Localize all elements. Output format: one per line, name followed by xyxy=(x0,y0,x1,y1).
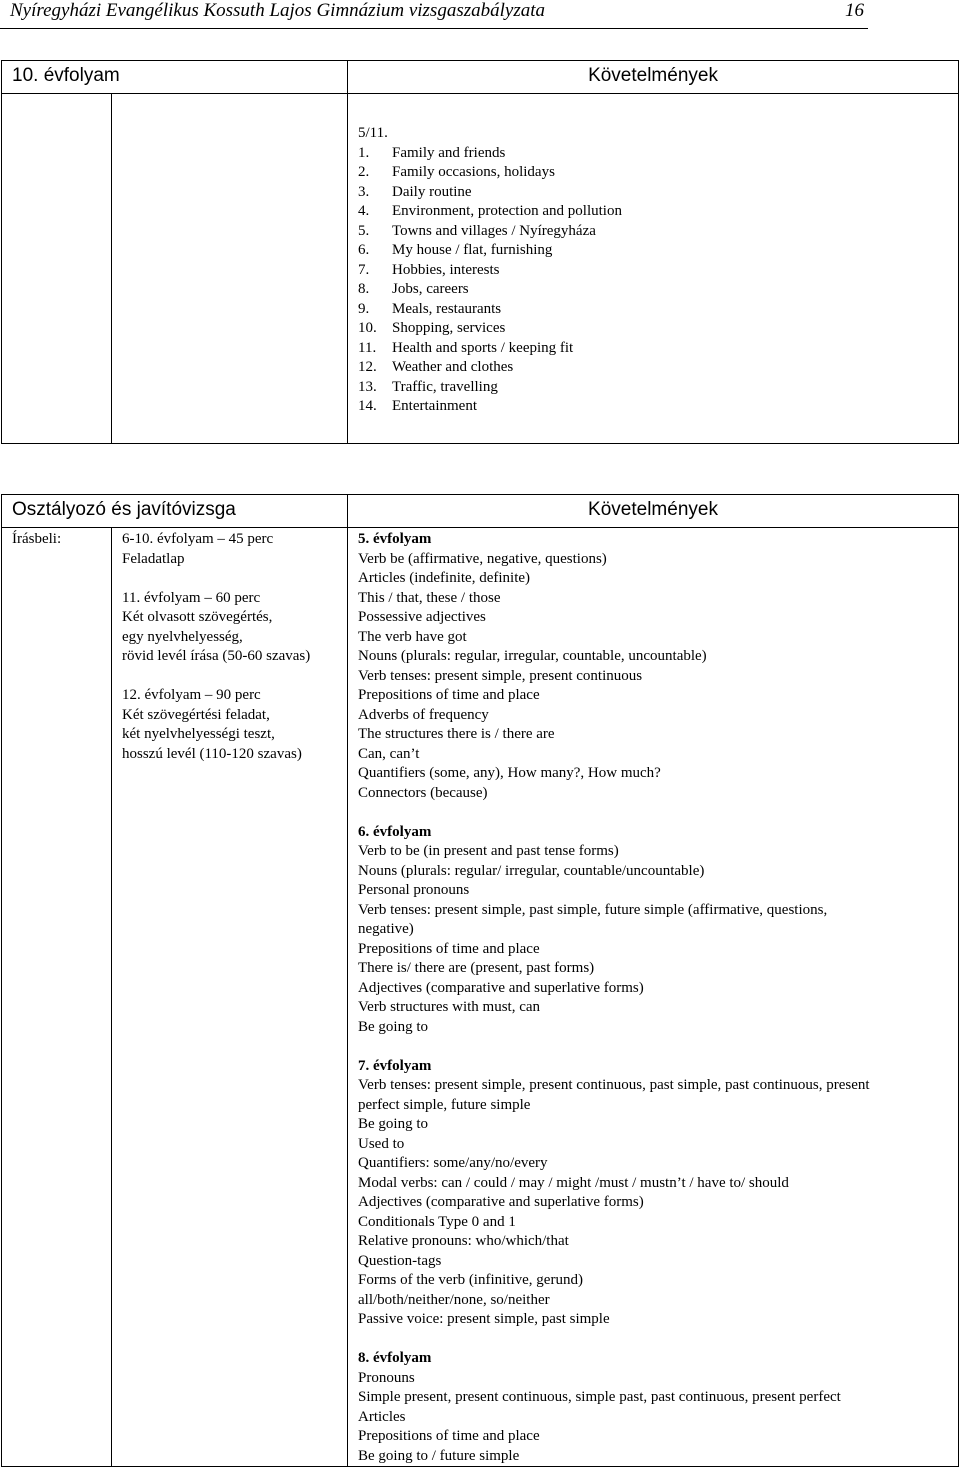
topic-text: Hobbies, interests xyxy=(392,261,500,278)
requirement-line: Be going to xyxy=(358,1018,428,1035)
exam-section-line: Feladatlap xyxy=(122,550,185,567)
requirement-line: Forms of the verb (infinitive, gerund) xyxy=(358,1272,583,1288)
requirements-heading-cell xyxy=(348,495,959,528)
topic-number: 8. xyxy=(358,281,370,297)
requirement-line: The verb have got xyxy=(358,628,467,645)
grade-10-table xyxy=(1,60,959,444)
topic-item xyxy=(358,339,958,359)
requirement-line: Adverbs of frequency xyxy=(358,706,489,723)
exam-grade: 11. évfolyam xyxy=(122,589,201,606)
topic-text: Towns and villages / Nyíregyháza xyxy=(392,222,596,239)
topic-text: Shopping, services xyxy=(392,320,506,336)
requirement-line: This / that, these / those xyxy=(358,589,501,606)
requirement-line: Verb tenses: present simple, past simple, future simple (affirmative, questions, xyxy=(358,901,828,918)
topic-number: 14. xyxy=(358,398,377,414)
requirement-line: Passive voice: present simple, past simple xyxy=(358,1311,610,1327)
grade-heading-cell xyxy=(2,61,348,94)
page-number: 16 xyxy=(845,0,864,21)
separator: – xyxy=(200,589,216,606)
requirement-grade-heading: 7. évfolyam xyxy=(358,1057,432,1074)
exam-table xyxy=(1,494,959,1467)
requirement-line: There is/ there are (present, past forms) xyxy=(358,960,595,976)
written-label-cell xyxy=(2,528,112,1467)
requirement-line: Connectors (because) xyxy=(358,784,488,801)
exam-grade: 12. évfolyam xyxy=(122,687,202,703)
exam-section-heading xyxy=(122,530,347,550)
exam-section-heading xyxy=(122,589,347,609)
separator: – xyxy=(201,687,217,703)
exam-time: 90 perc xyxy=(216,687,261,703)
exam-section-line: hosszú levél (110-120 szavas) xyxy=(122,745,302,762)
page-header xyxy=(0,0,868,29)
requirement-line: Verb to be (in present and past tense forms) xyxy=(358,843,619,859)
exam-sections-cell xyxy=(112,528,348,1467)
topic-item xyxy=(358,300,958,320)
requirement-line: Adjectives (comparative and superlative forms) xyxy=(358,1194,644,1210)
topic-number: 6. xyxy=(358,242,370,258)
requirement-line: Possessive adjectives xyxy=(358,609,486,625)
requirement-line: negative) xyxy=(358,921,414,937)
requirement-grade-heading: 6. évfolyam xyxy=(358,823,432,840)
separator: – xyxy=(213,531,229,547)
topic-number: 1. xyxy=(358,144,370,161)
requirement-line: perfect simple, future simple xyxy=(358,1096,531,1113)
exam-time: 45 perc xyxy=(228,531,274,547)
requirement-line: all/both/neither/none, so/neither xyxy=(358,1291,550,1308)
requirement-line: Nouns (plurals: regular, irregular, countable, uncountable) xyxy=(358,648,707,664)
topic-number: 9. xyxy=(358,300,370,317)
requirement-line: Verb structures with must, can xyxy=(358,999,541,1015)
topic-item xyxy=(358,280,958,300)
requirement-line: Quantifiers: some/any/no/every xyxy=(358,1155,548,1171)
requirement-line: Be going to xyxy=(358,1116,428,1132)
topic-text: Family and friends xyxy=(392,144,506,161)
requirement-line: Pronouns xyxy=(358,1369,415,1386)
topic-number: 7. xyxy=(358,261,370,278)
requirement-line: Articles (indefinite, definite) xyxy=(358,570,531,586)
topics-subheading: 5/11. xyxy=(358,125,388,141)
exam-grade: 6-10. évfolyam xyxy=(122,531,214,547)
requirements-heading: Követelmények xyxy=(588,499,718,520)
topic-text: Jobs, careers xyxy=(392,281,469,297)
topic-text: Weather and clothes xyxy=(392,359,514,375)
requirement-line: Can, can’t xyxy=(358,745,420,762)
requirement-line: Used to xyxy=(358,1135,405,1152)
document-title: Nyíregyházi Evangélikus Kossuth Lajos Gimnázium vizsgaszabályzata xyxy=(10,0,545,21)
exam-section-line: egy nyelvhelyesség, xyxy=(122,628,243,645)
exam-heading: Osztályozó és javítóvizsga xyxy=(12,499,236,520)
topic-number: 13. xyxy=(358,378,377,395)
topic-number: 2. xyxy=(358,164,370,180)
topic-list xyxy=(358,144,958,417)
topic-item xyxy=(358,144,958,164)
topic-text: Environment, protection and pollution xyxy=(392,203,622,219)
requirement-line: Verb be (affirmative, negative, questions) xyxy=(358,550,607,567)
requirement-line: Personal pronouns xyxy=(358,882,470,898)
written-label: Írásbeli: xyxy=(12,531,62,547)
topic-text: Meals, restaurants xyxy=(392,300,502,317)
topic-text: Traffic, travelling xyxy=(392,378,498,395)
requirement-line: Articles xyxy=(358,1408,406,1425)
topic-number: 12. xyxy=(358,359,377,375)
requirement-line: Prepositions of time and place xyxy=(358,687,540,703)
topic-item xyxy=(358,378,958,398)
requirement-line: The structures there is / there are xyxy=(358,726,555,742)
topic-item xyxy=(358,397,958,417)
topic-number: 5. xyxy=(358,222,370,239)
topic-text: Family occasions, holidays xyxy=(392,164,555,180)
topic-text: Health and sports / keeping fit xyxy=(392,339,574,356)
requirement-line: Nouns (plurals: regular/ irregular, countable/uncountable) xyxy=(358,862,705,879)
topic-item xyxy=(358,163,958,183)
requirement-line: Question-tags xyxy=(358,1252,442,1269)
empty-cell xyxy=(112,94,348,444)
requirement-line: Simple present, present continuous, simple past, past continuous, present perfect xyxy=(358,1389,841,1405)
grade-requirements-cell xyxy=(348,528,959,1467)
topic-text: Daily routine xyxy=(392,183,472,200)
exam-section-line: rövid levél írása (50-60 szavas) xyxy=(122,648,311,664)
exam-section-line: két nyelvhelyességi teszt, xyxy=(122,726,275,742)
topic-text: My house / flat, furnishing xyxy=(392,242,553,258)
topic-item xyxy=(358,319,958,339)
exam-section-line: Két szövegértési feladat, xyxy=(122,706,270,723)
requirement-line: Verb tenses: present simple, present continuous, past simple, past continuous, present xyxy=(358,1077,870,1093)
topic-number: 3. xyxy=(358,183,370,200)
requirement-line: Verb tenses: present simple, present continuous xyxy=(358,667,643,684)
requirement-line: Prepositions of time and place xyxy=(358,940,540,957)
requirement-grade-heading: 5. évfolyam xyxy=(358,531,432,547)
topic-item xyxy=(358,261,958,281)
topics-cell xyxy=(348,94,959,444)
topic-number: 4. xyxy=(358,203,370,219)
topic-number: 11. xyxy=(358,339,377,356)
empty-cell xyxy=(2,94,112,444)
requirements-heading-cell xyxy=(348,61,959,94)
requirement-line: Be going to / future simple xyxy=(358,1447,520,1464)
exam-section-heading xyxy=(122,686,347,706)
exam-time: 60 perc xyxy=(215,589,261,606)
topic-item xyxy=(358,241,958,261)
exam-heading-cell xyxy=(2,495,348,528)
exam-section-line: Két olvasott szövegértés, xyxy=(122,609,273,625)
grade-requirements xyxy=(358,530,958,1466)
exam-sections xyxy=(122,530,347,764)
requirement-line: Modal verbs: can / could / may / might /must / mustn’t / have to/ should xyxy=(358,1174,789,1191)
requirements-heading: Követelmények xyxy=(588,65,718,86)
topic-text: Entertainment xyxy=(392,398,477,414)
topic-item xyxy=(358,202,958,222)
requirement-line: Relative pronouns: who/which/that xyxy=(358,1233,569,1249)
topic-number: 10. xyxy=(358,320,377,336)
grade-heading: 10. évfolyam xyxy=(12,65,120,86)
topic-item xyxy=(358,222,958,242)
requirement-line: Prepositions of time and place xyxy=(358,1428,540,1444)
topic-item xyxy=(358,183,958,203)
requirement-line: Conditionals Type 0 and 1 xyxy=(358,1213,516,1230)
requirement-line: Adjectives (comparative and superlative forms) xyxy=(358,979,644,996)
requirement-line: Quantifiers (some, any), How many?, How much? xyxy=(358,765,661,781)
topic-item xyxy=(358,358,958,378)
requirement-grade-heading: 8. évfolyam xyxy=(358,1350,432,1366)
